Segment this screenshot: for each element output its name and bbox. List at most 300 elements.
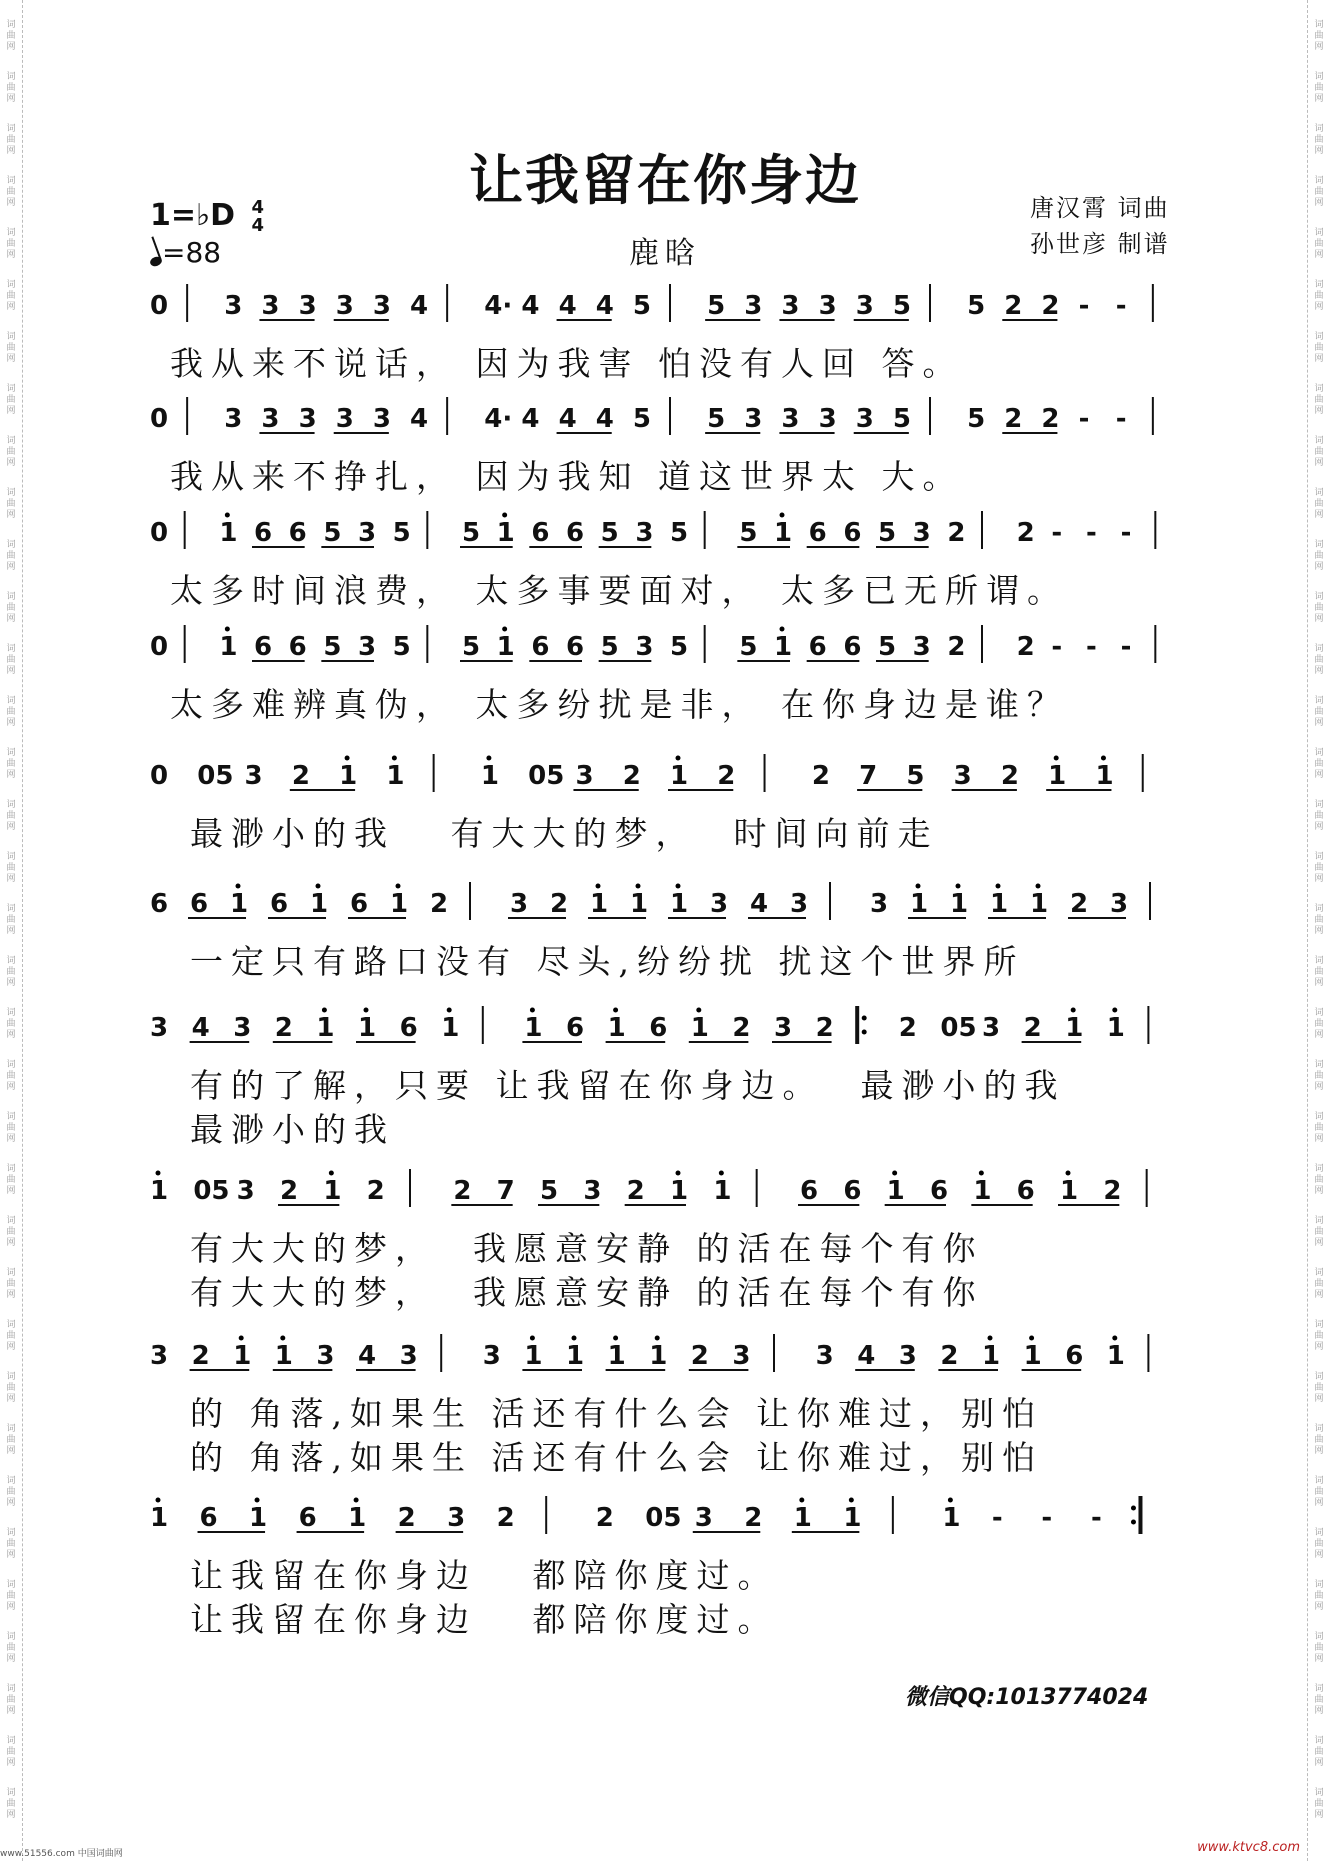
note: 4 xyxy=(595,291,614,321)
note: 1 xyxy=(316,1013,335,1043)
note: 6 xyxy=(531,518,550,548)
singer-name: 鹿晗 xyxy=(629,236,701,271)
watermark-text: 词 曲 网 xyxy=(1314,124,1324,156)
note: 1 xyxy=(1065,1013,1084,1043)
watermark-text: 词 曲 网 xyxy=(1314,1216,1324,1248)
note: 05 xyxy=(193,1176,230,1206)
note: 05 xyxy=(197,761,234,791)
note: 4 xyxy=(410,404,429,434)
note: 1 xyxy=(348,1503,367,1533)
high-octave-dot xyxy=(316,884,321,889)
note: 3 xyxy=(912,632,931,662)
note: 3 xyxy=(855,404,874,434)
note: 1 xyxy=(670,889,689,919)
note: 1 xyxy=(219,518,238,548)
note: 2 xyxy=(744,1503,763,1533)
note: 3 xyxy=(1110,889,1129,919)
notation-line xyxy=(140,383,1200,443)
note: 1 xyxy=(990,889,1009,919)
watermark-text: 词 曲 网 xyxy=(6,384,16,416)
note: 5 xyxy=(600,518,619,548)
note: 5 xyxy=(632,291,651,321)
high-octave-dot xyxy=(392,756,397,761)
watermark-text: 词 曲 网 xyxy=(1314,1320,1324,1352)
note: 1 xyxy=(230,889,249,919)
note: 3 xyxy=(912,518,931,548)
note: 6 xyxy=(843,518,862,548)
lyric-line: 让我留在你身边 都陪你度过。 xyxy=(190,1556,779,1595)
note: 2 xyxy=(1016,632,1035,662)
watermark-text: 词 曲 网 xyxy=(1314,1476,1324,1508)
watermark-text: 词 曲 网 xyxy=(6,592,16,624)
high-octave-dot xyxy=(613,1008,618,1013)
note: - xyxy=(1051,632,1063,662)
watermark-text: 词 曲 网 xyxy=(1314,1372,1324,1404)
watermark-text: 词 曲 网 xyxy=(6,1736,16,1768)
note: 3 xyxy=(870,889,889,919)
watermark-text: 词 曲 网 xyxy=(6,852,16,884)
watermark-text: 词 曲 网 xyxy=(1314,800,1324,832)
watermark-text: 词 曲 网 xyxy=(1314,384,1324,416)
note: 5 xyxy=(967,404,986,434)
note: 2 xyxy=(280,1176,299,1206)
note: 2 xyxy=(274,1013,293,1043)
notation-line xyxy=(140,270,1200,330)
note: 6 xyxy=(808,632,827,662)
notation-line xyxy=(140,1482,1200,1542)
high-octave-dot xyxy=(696,1008,701,1013)
repeat-dot xyxy=(1131,1520,1136,1525)
note: 3 xyxy=(233,1013,252,1043)
note: 5 xyxy=(878,518,897,548)
note: - xyxy=(991,1503,1003,1533)
watermark-text: 词 曲 网 xyxy=(1314,1580,1324,1612)
note: 1 xyxy=(713,1176,732,1206)
high-octave-dot xyxy=(255,1498,260,1503)
note: 1 xyxy=(524,1341,543,1371)
watermark-text: 词 曲 网 xyxy=(1314,176,1324,208)
note: 6 xyxy=(254,632,273,662)
note: 1 xyxy=(690,1013,709,1043)
note: 3 xyxy=(635,518,654,548)
note: 3 xyxy=(818,404,837,434)
watermark-text: 词 曲 网 xyxy=(1314,228,1324,260)
watermark-text: 词 曲 网 xyxy=(6,1372,16,1404)
note: 2 xyxy=(1000,761,1020,791)
key-label: 1=♭D xyxy=(150,198,236,233)
high-octave-dot xyxy=(676,756,681,761)
note: 4 xyxy=(358,1341,377,1371)
note: 1 xyxy=(1095,761,1114,791)
note: 1 xyxy=(973,1176,992,1206)
high-octave-dot xyxy=(676,884,681,889)
note: 7 xyxy=(496,1176,515,1206)
note: 1 xyxy=(950,889,969,919)
high-octave-dot xyxy=(239,1336,244,1341)
watermark-text: 词 曲 网 xyxy=(6,904,16,936)
note: 5 xyxy=(739,518,758,548)
note: 3 xyxy=(298,291,317,321)
footer-right: www.ktvc8.com xyxy=(1197,1840,1300,1855)
note: 4 xyxy=(595,404,614,434)
note: 1 xyxy=(843,1503,862,1533)
note: 4 xyxy=(857,1341,876,1371)
watermark-text: 词 曲 网 xyxy=(1314,72,1324,104)
note: 2 xyxy=(1004,291,1023,321)
note: 3 xyxy=(781,404,800,434)
watermark-text: 词 曲 网 xyxy=(1314,540,1324,572)
note: 1 xyxy=(1106,1341,1125,1371)
watermark-text: 词 曲 网 xyxy=(6,1112,16,1144)
note: 6 xyxy=(566,632,585,662)
note: 2 xyxy=(496,1503,515,1533)
watermark-text: 词 曲 网 xyxy=(1314,20,1324,52)
high-octave-dot xyxy=(1054,756,1059,761)
high-octave-dot xyxy=(225,513,230,518)
note: 6 xyxy=(566,1013,585,1043)
note: 3 xyxy=(150,1013,169,1043)
watermark-text: 词 曲 网 xyxy=(6,1528,16,1560)
notation-line xyxy=(140,497,1200,557)
note: 3 xyxy=(982,1013,1001,1043)
note: 3 xyxy=(575,761,594,791)
note: 3 xyxy=(224,404,243,434)
note: 0 xyxy=(150,404,169,434)
watermark-text: 词 曲 网 xyxy=(6,332,16,364)
note: 5 xyxy=(892,291,911,321)
lyricist-composer-credit: 唐汉霄 词曲 xyxy=(1030,194,1170,222)
note: 1 xyxy=(942,1503,961,1533)
watermark-text: 词 曲 网 xyxy=(1314,1528,1324,1560)
high-octave-dot xyxy=(329,1171,334,1176)
lyric-line: 有大大的梦， 我愿意安静 的活在每个有你 xyxy=(190,1273,984,1312)
note: 2 xyxy=(453,1176,472,1206)
high-octave-dot xyxy=(780,513,785,518)
note: 6 xyxy=(288,518,307,548)
high-octave-dot xyxy=(345,756,350,761)
high-octave-dot xyxy=(156,1498,161,1503)
note: 1 xyxy=(441,1013,460,1043)
note: 0 xyxy=(150,518,169,548)
song-title: 让我留在你身边 xyxy=(469,149,861,212)
note: - xyxy=(1078,291,1090,321)
high-octave-dot xyxy=(948,1498,953,1503)
watermark-text: 词 曲 网 xyxy=(1314,1164,1324,1196)
note: 5 xyxy=(739,632,758,662)
watermark-text: 词 曲 网 xyxy=(6,488,16,520)
note: 6 xyxy=(150,889,169,919)
note: 5 xyxy=(906,761,925,791)
watermark-text: 词 曲 网 xyxy=(1314,644,1324,676)
watermark-text: 词 曲 网 xyxy=(1314,748,1324,780)
note: 2 xyxy=(947,518,966,548)
note: 05 xyxy=(940,1013,977,1043)
note: 6 xyxy=(254,518,273,548)
watermark-text: 词 曲 网 xyxy=(6,1580,16,1612)
note: 3 xyxy=(298,404,317,434)
note: 3 xyxy=(898,1341,917,1371)
watermark-text: 词 曲 网 xyxy=(1314,1060,1324,1092)
note: 2 xyxy=(1023,1013,1042,1043)
repeat-dot xyxy=(862,1016,867,1021)
high-octave-dot xyxy=(156,1171,161,1176)
note: 3 xyxy=(335,404,354,434)
watermark-text: 词 曲 网 xyxy=(6,644,16,676)
note: 5 xyxy=(462,518,481,548)
watermark-text: 词 曲 网 xyxy=(6,1060,16,1092)
note: 2 xyxy=(690,1341,709,1371)
watermark-text: 词 曲 网 xyxy=(1314,592,1324,624)
note: 3 xyxy=(781,291,800,321)
note: 5 xyxy=(323,632,342,662)
high-octave-dot xyxy=(655,1336,660,1341)
note: 3 xyxy=(372,404,391,434)
watermark-text: 词 曲 网 xyxy=(1314,1736,1324,1768)
note: 6 xyxy=(199,1503,218,1533)
high-octave-dot xyxy=(502,513,507,518)
note: 5 xyxy=(600,632,619,662)
high-octave-dot xyxy=(572,1336,577,1341)
note: 4 xyxy=(521,291,540,321)
note: 4 xyxy=(191,1013,210,1043)
time-sig-bottom: 4 xyxy=(251,214,265,236)
repeat-dot xyxy=(1131,1506,1136,1511)
note: 2 xyxy=(550,889,569,919)
note: 3 xyxy=(261,404,280,434)
note: 6 xyxy=(1016,1176,1035,1206)
lyric-line: 的 角落,如果生 活还有什么会 让你难过，别怕 xyxy=(190,1438,1043,1477)
note: 2 xyxy=(366,1176,385,1206)
watermark-text: 词 曲 网 xyxy=(6,1008,16,1040)
watermark-text: 词 曲 网 xyxy=(6,1684,16,1716)
high-octave-dot xyxy=(892,1171,897,1176)
watermark-text: 词 曲 网 xyxy=(6,1320,16,1352)
high-octave-dot xyxy=(1101,756,1106,761)
note: 2 xyxy=(1004,404,1023,434)
note: 3 xyxy=(236,1176,255,1206)
note: 3 xyxy=(244,761,263,791)
lyric-line: 太多难辨真伪， 太多纷扰是非， 在你身边是谁？ xyxy=(170,685,1068,724)
note: 2 xyxy=(732,1013,751,1043)
note: 1 xyxy=(649,1341,668,1371)
note: - xyxy=(1115,404,1127,434)
high-octave-dot xyxy=(1029,1336,1034,1341)
note: - xyxy=(1120,518,1132,548)
note: 1 xyxy=(219,632,238,662)
lyric-line: 有的了解，只要 让我留在你身边。 最渺小的我 xyxy=(190,1066,1066,1105)
watermark-text: 词 曲 网 xyxy=(6,540,16,572)
note: 5 xyxy=(707,404,726,434)
note: 5 xyxy=(392,632,411,662)
watermark-text: 词 曲 网 xyxy=(1314,332,1324,364)
note: 1 xyxy=(358,1013,377,1043)
note: 3 xyxy=(790,889,809,919)
note: 0 xyxy=(150,632,169,662)
note: 2 xyxy=(595,1503,614,1533)
note: 2 xyxy=(1070,889,1089,919)
high-octave-dot xyxy=(225,627,230,632)
watermark-text: 词 曲 网 xyxy=(1314,852,1324,884)
note: - xyxy=(1115,291,1127,321)
note: 1 xyxy=(496,632,515,662)
high-octave-dot xyxy=(236,884,241,889)
note: 2 xyxy=(717,761,736,791)
note: 3 xyxy=(399,1341,418,1371)
note: 1 xyxy=(793,1503,812,1533)
note: 2 xyxy=(622,761,641,791)
note: 2 xyxy=(1041,404,1060,434)
watermark-text: 词 曲 网 xyxy=(6,1216,16,1248)
note: 2 xyxy=(811,761,830,791)
note: 6 xyxy=(298,1503,317,1533)
note: 3 xyxy=(447,1503,466,1533)
note: 1 xyxy=(630,889,649,919)
lyric-line: 我从来不说话， 因为我害 怕没有人回 答。 xyxy=(170,344,964,383)
note: 1 xyxy=(524,1013,543,1043)
note: 3 xyxy=(694,1503,713,1533)
note: 3 xyxy=(358,518,377,548)
note: 1 xyxy=(310,889,329,919)
note: 4 xyxy=(750,889,769,919)
high-octave-dot xyxy=(396,884,401,889)
note: 2 xyxy=(1103,1176,1122,1206)
note: - xyxy=(1086,518,1097,548)
note: 5 xyxy=(670,632,689,662)
watermark-text: 词 曲 网 xyxy=(1314,1788,1324,1820)
note: 3 xyxy=(818,291,837,321)
high-octave-dot xyxy=(849,1498,854,1503)
watermark-text: 词 曲 网 xyxy=(1314,1112,1324,1144)
note: 1 xyxy=(274,1341,293,1371)
note: 3 xyxy=(358,632,377,662)
note: 2 xyxy=(947,632,966,662)
note: 6 xyxy=(843,632,862,662)
notation-line xyxy=(140,992,1200,1052)
note: 1 xyxy=(1106,1013,1125,1043)
contact-info: 微信QQ:1013774024 xyxy=(905,1685,1149,1710)
high-octave-dot xyxy=(596,884,601,889)
lyric-line: 最渺小的我 有大大的梦， 时间向前走 xyxy=(190,814,939,853)
high-octave-dot xyxy=(956,884,961,889)
note: 0 xyxy=(150,291,169,321)
note: 3 xyxy=(335,291,354,321)
high-octave-dot xyxy=(613,1336,618,1341)
note: 05 xyxy=(645,1503,682,1533)
watermark-text: 词 曲 网 xyxy=(1314,488,1324,520)
high-octave-dot xyxy=(364,1008,369,1013)
right-watermark-strip xyxy=(1307,0,1330,1861)
high-octave-dot xyxy=(1066,1171,1071,1176)
high-octave-dot xyxy=(486,756,491,761)
note: 2 xyxy=(397,1503,416,1533)
watermark-text: 词 曲 网 xyxy=(1314,1008,1324,1040)
note: - xyxy=(1086,632,1097,662)
note: 1 xyxy=(249,1503,268,1533)
note: 1 xyxy=(607,1341,626,1371)
note: 3 xyxy=(744,404,763,434)
note: 1 xyxy=(886,1176,905,1206)
note: 05 xyxy=(528,761,565,791)
watermark-text: 词 曲 网 xyxy=(1314,436,1324,468)
watermark-text: 词 曲 网 xyxy=(6,1476,16,1508)
high-octave-dot xyxy=(676,1171,681,1176)
note: 4· xyxy=(484,404,513,434)
watermark-text: 词 曲 网 xyxy=(1314,1632,1324,1664)
watermark-text: 词 曲 网 xyxy=(1314,1424,1324,1456)
note: 6 xyxy=(566,518,585,548)
note: 2 xyxy=(291,761,310,791)
note: 1 xyxy=(339,761,358,791)
watermark-text: 词 曲 网 xyxy=(1314,696,1324,728)
note: 1 xyxy=(670,761,689,791)
note: 5 xyxy=(462,632,481,662)
arranger-credit: 孙世彦 制谱 xyxy=(1030,230,1170,258)
watermark-text: 词 曲 网 xyxy=(6,72,16,104)
note: 3 xyxy=(953,761,972,791)
note: 3 xyxy=(224,291,243,321)
note: 1 xyxy=(1030,889,1049,919)
note: 1 xyxy=(566,1341,585,1371)
watermark-text: 词 曲 网 xyxy=(1314,956,1324,988)
note: 1 xyxy=(774,632,793,662)
note: 1 xyxy=(1048,761,1067,791)
note: 5 xyxy=(967,291,986,321)
note: 2 xyxy=(1016,518,1035,548)
lyric-line: 有大大的梦， 我愿意安静 的活在每个有你 xyxy=(190,1229,984,1268)
note: 4 xyxy=(558,404,577,434)
note: 3 xyxy=(482,1341,501,1371)
high-octave-dot xyxy=(502,627,507,632)
note: 1 xyxy=(150,1176,169,1206)
lyric-line: 一定只有路口没有 尽头,纷纷扰 扰这个世界所 xyxy=(190,942,1025,981)
note: 6 xyxy=(800,1176,819,1206)
note: 1 xyxy=(150,1503,169,1533)
high-octave-dot xyxy=(322,1008,327,1013)
note: 6 xyxy=(843,1176,862,1206)
high-octave-dot xyxy=(1071,1008,1076,1013)
high-octave-dot xyxy=(780,627,785,632)
watermark-text: 词 曲 网 xyxy=(1314,1684,1324,1716)
note: - xyxy=(1120,632,1132,662)
high-octave-dot xyxy=(447,1008,452,1013)
notation-line xyxy=(140,1155,1200,1215)
high-octave-dot xyxy=(996,884,1001,889)
note: 6 xyxy=(930,1176,949,1206)
high-octave-dot xyxy=(354,1498,359,1503)
note: 2 xyxy=(626,1176,645,1206)
watermark-text: 词 曲 网 xyxy=(6,1788,16,1820)
watermark-text: 词 曲 网 xyxy=(6,20,16,52)
note: 1 xyxy=(390,889,409,919)
note: 2 xyxy=(191,1341,210,1371)
watermark-text: 词 曲 网 xyxy=(6,696,16,728)
note: 3 xyxy=(316,1341,335,1371)
left-watermark-strip xyxy=(0,0,23,1861)
watermark-text: 词 曲 网 xyxy=(6,1632,16,1664)
high-octave-dot xyxy=(719,1171,724,1176)
lyric-line: 最渺小的我 xyxy=(190,1110,395,1149)
high-octave-dot xyxy=(636,884,641,889)
note: - xyxy=(1090,1503,1102,1533)
note: 5 xyxy=(707,291,726,321)
note: 4 xyxy=(521,404,540,434)
high-octave-dot xyxy=(1112,1336,1117,1341)
note: 5 xyxy=(670,518,689,548)
high-octave-dot xyxy=(799,1498,804,1503)
note: 6 xyxy=(190,889,209,919)
note: 2 xyxy=(1041,291,1060,321)
notation-line xyxy=(140,1320,1200,1380)
